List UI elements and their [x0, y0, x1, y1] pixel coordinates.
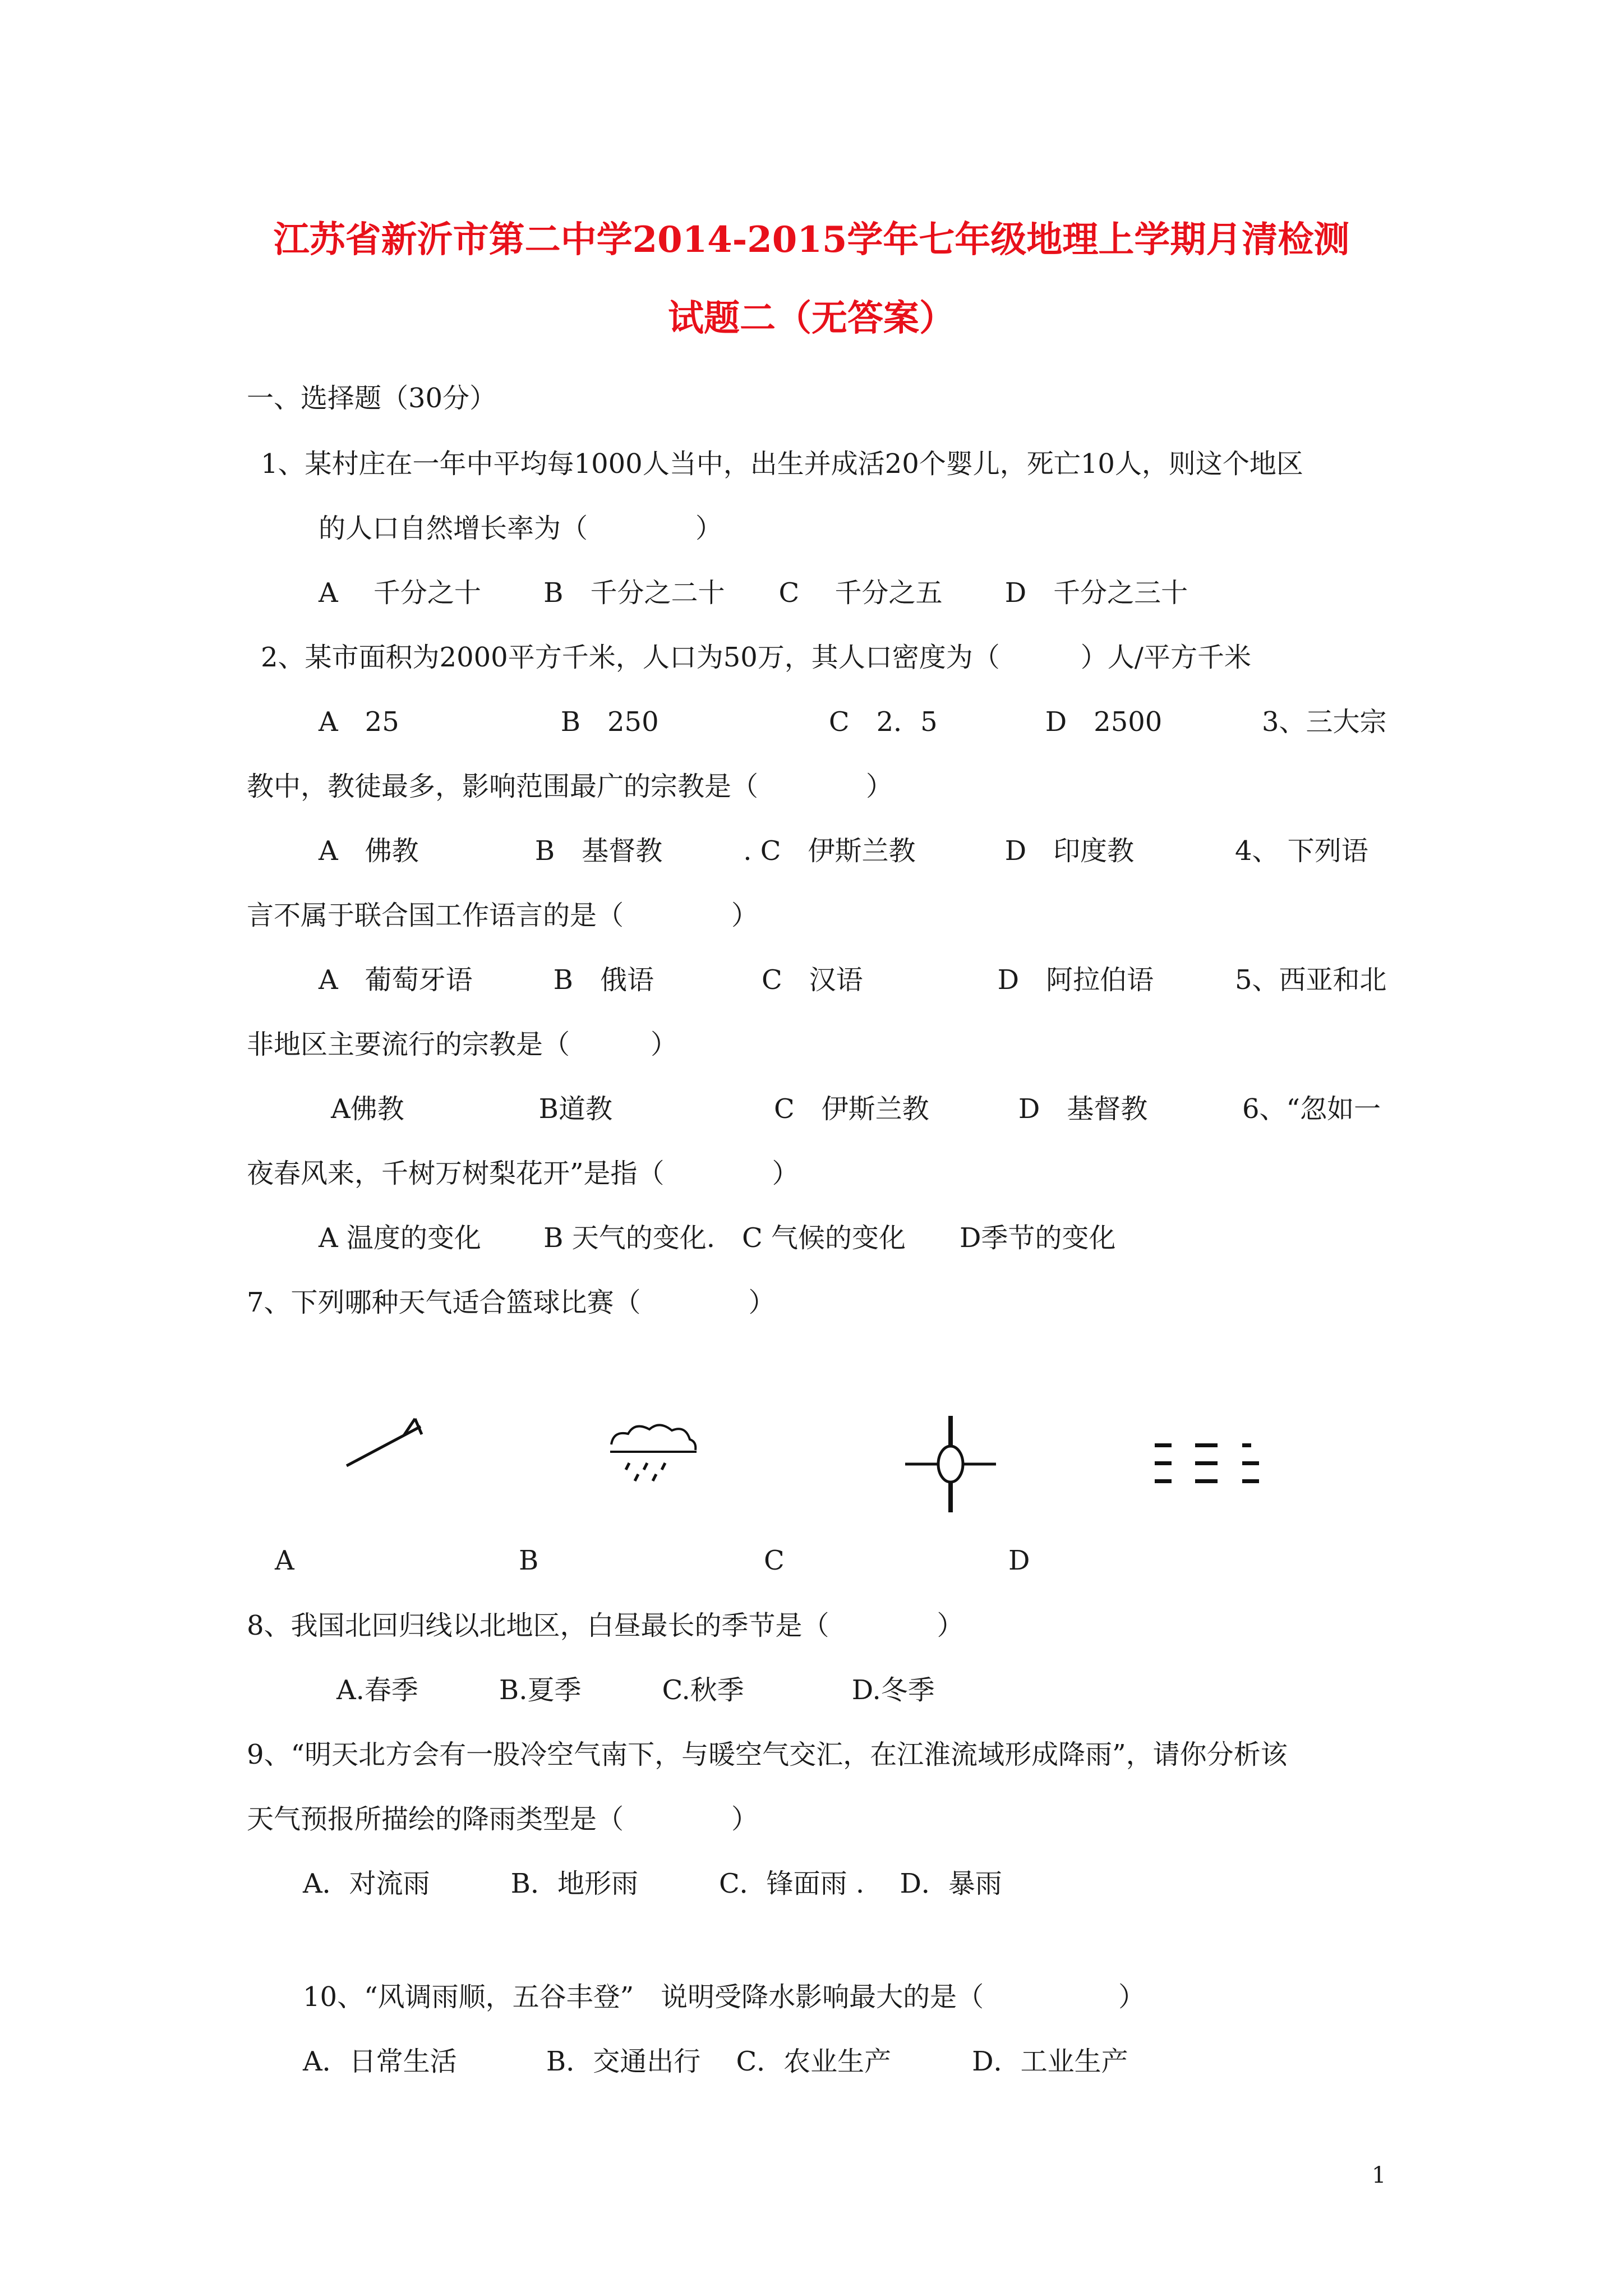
question-4-line-2: 言不属于联合国工作语言的是（ ）	[247, 900, 759, 931]
question-4-options: A 葡萄牙语 B 俄语 C 汉语 D 阿拉伯语	[319, 964, 1154, 996]
question-5-options: A佛教 B道教 C 伊斯兰教 D 基督教	[331, 1093, 1148, 1125]
question-1-line-1: 1、某村庄在一年中平均每1000人当中，出生并成活20个婴儿，死亡10人，则这个地区	[261, 448, 1303, 480]
question-1-options: A 千分之十 B 千分之二十 C 千分之五 D 千分之三十	[319, 577, 1188, 609]
question-10: 10、“风调雨顺，五谷丰登” 说明受降水影响最大的是（ ）	[303, 1981, 1146, 2013]
question-2-line-1: 2、某市面积为2000平方千米，人口为50万，其人口密度为（ ）人/平方千米	[261, 642, 1251, 673]
question-9-options: A．对流雨 B．地形雨 C．锋面雨 . D．暴雨	[303, 1868, 1002, 1899]
question-10-options: A．日常生活 B．交通出行 C．农业生产 D．工业生产	[303, 2046, 1128, 2077]
question-1-line-2: 的人口自然增长率为（ ）	[319, 513, 723, 544]
question-6-line-1: 6、“忽如一	[1242, 1093, 1381, 1125]
question-3-line-2: 教中，教徒最多，影响范围最广的宗教是（ ）	[247, 771, 893, 802]
question-6-options: A 温度的变化 B 天气的变化. C 气候的变化 D季节的变化	[319, 1222, 1116, 1254]
question-9-line-1: 9、“明天北方会有一股冷空气南下，与暖空气交汇，在江淮流域形成降雨”，请你分析该	[247, 1739, 1288, 1770]
symbol-label-d: D	[1008, 1545, 1030, 1576]
page-title-line-2: 试题二（无答案）	[668, 297, 955, 339]
rain-cloud-icon	[606, 1419, 701, 1492]
symbol-label-a: A	[275, 1545, 294, 1576]
question-3-options: A 佛教 B 基督教 . C 伊斯兰教 D 印度教	[319, 835, 1135, 867]
question-6-line-2: 夜春风来，千树万树梨花开”是指（ ）	[247, 1158, 799, 1189]
question-7: 7、下列哪种天气适合篮球比赛（ ）	[247, 1287, 776, 1318]
question-5-line-2: 非地区主要流行的宗教是（ ）	[247, 1029, 678, 1060]
question-2-options: A 25 B 250 C 2．5 D 2500	[319, 706, 1163, 738]
sunny-circle-icon	[903, 1414, 998, 1515]
section-heading: 一、选择题（30分）	[247, 383, 497, 414]
question-9-line-2: 天气预报所描绘的降雨类型是（ ）	[247, 1803, 759, 1835]
question-5-line-1: 5、西亚和北	[1235, 964, 1387, 996]
page-title-line-1: 江苏省新沂市第二中学2014-2015学年七年级地理上学期月清检测	[273, 219, 1350, 261]
symbol-label-c: C	[764, 1545, 785, 1576]
question-4-line-1: 4、 下列语	[1235, 835, 1368, 867]
question-8-options: A.春季 B.夏季 C.秋季 D.冬季	[336, 1674, 935, 1706]
symbol-label-b: B	[519, 1545, 539, 1576]
fog-icon	[1152, 1439, 1265, 1489]
question-8: 8、我国北回归线以北地区，白昼最长的季节是（ ）	[247, 1610, 964, 1641]
page-number: 1	[1372, 2162, 1386, 2188]
wind-symbol-icon	[342, 1416, 426, 1473]
question-3-line-1: 3、三大宗	[1262, 706, 1387, 738]
